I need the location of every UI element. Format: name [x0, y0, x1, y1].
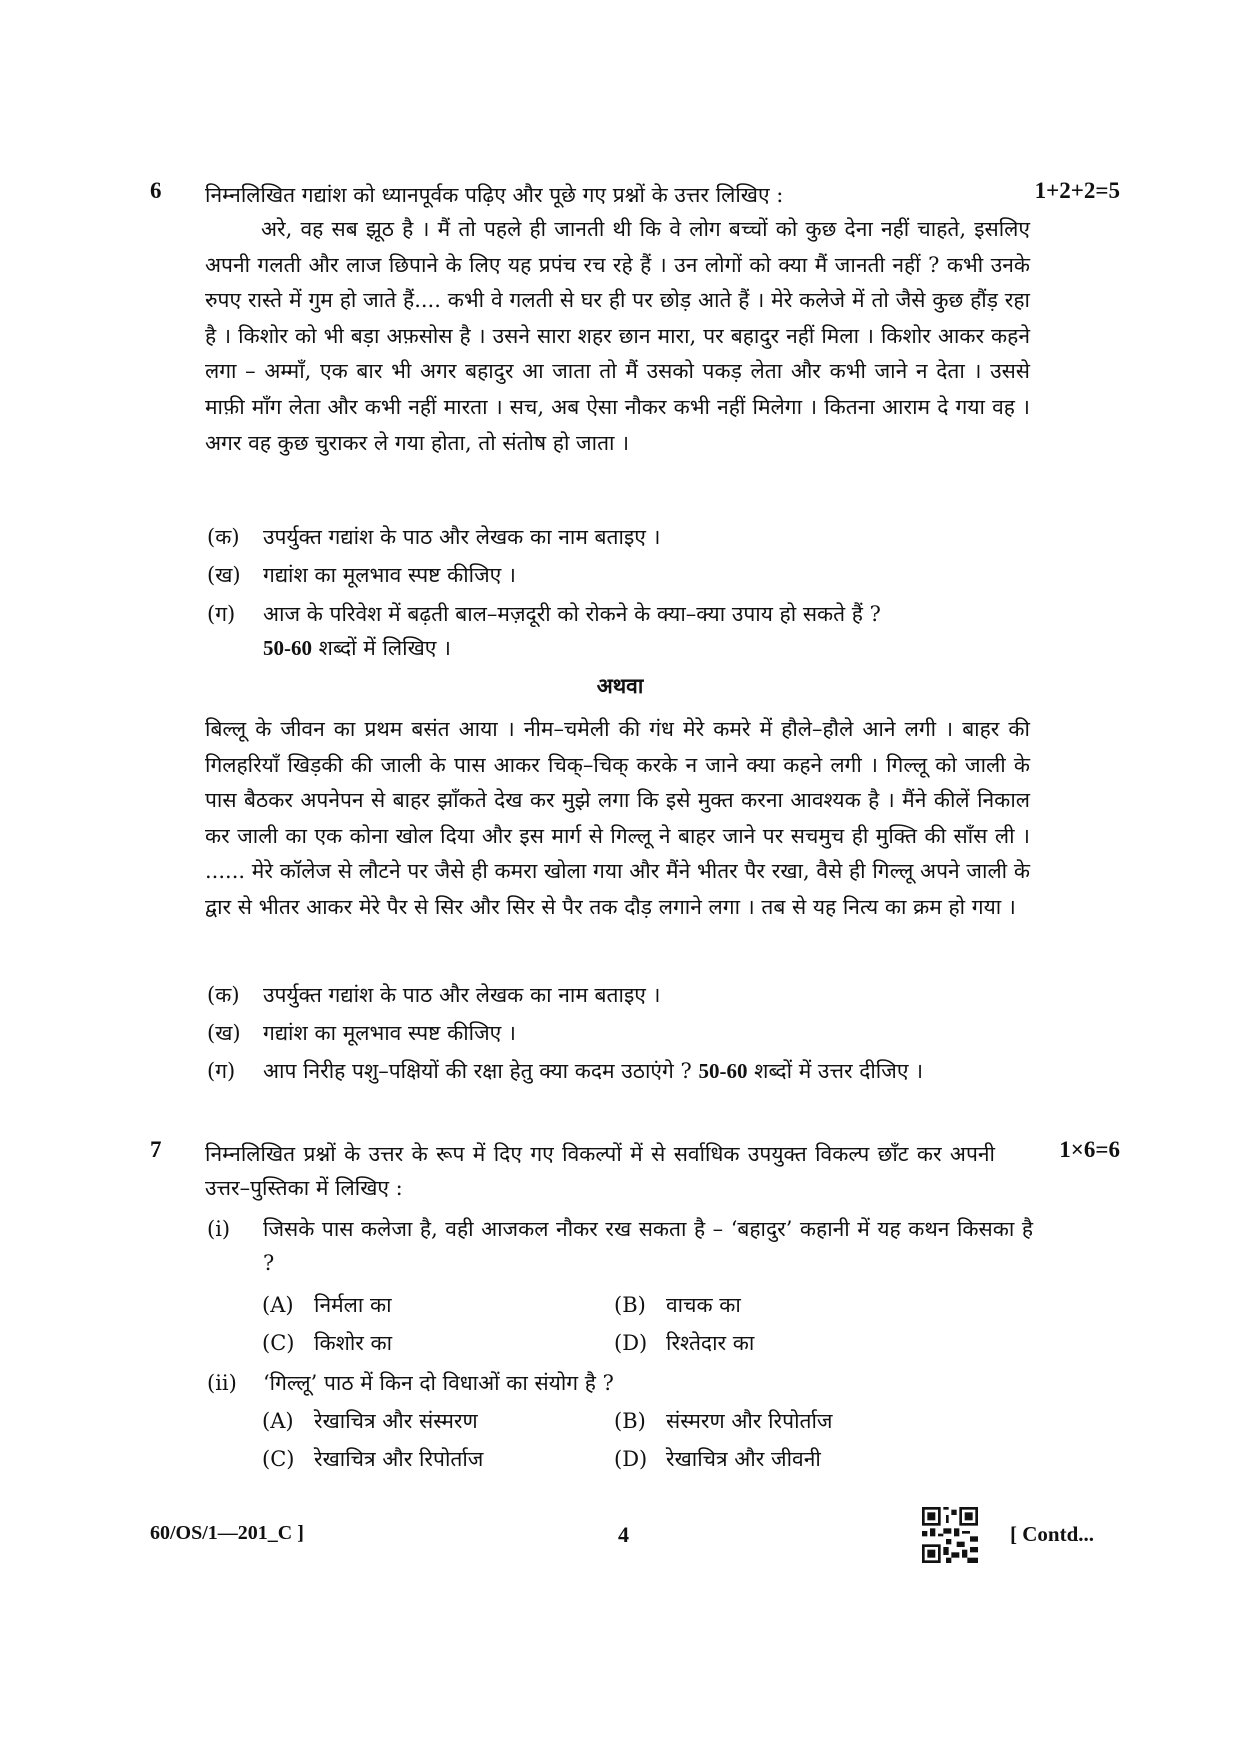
sub-question-label: (क) — [207, 525, 240, 549]
sub-question-label: (ख) — [207, 563, 241, 587]
sub-question-text: गद्यांश का मूलभाव स्पष्ट कीजिए । — [263, 563, 516, 587]
word-limit: 50-60 — [263, 636, 312, 660]
mcq-label: (ii) — [207, 1371, 237, 1395]
question-7-header — [150, 1137, 1120, 1209]
passage-2: बिल्लू के जीवन का प्रथम बसंत आया । नीम–चमेली की गंध मेरे कमरे में हौले–हौले आने लगी । बाहर की गिलहरियाँ खिड़की की जाली के पास आकर चिक्–चिक् करके न जाने क्या कहने लगी । गिल्लू को जाली के पास बैठकर अपनेपन से बाहर झाँकते देख कर मुझे लगा कि इसे मुक्त करना आवश्यक है । मैंने कीलें निकाल कर जाली का एक कोना खोल दिया और इस मार्ग से गिल्लू ने बाहर जाने पर सचमुच ही मुक्ति की साँस ली । ...... मेरे कॉलेज से लौटने पर जैसे ही कमरा खोला गया और मैंने भीतर पैर रखा, वैसे ही गिल्लू अपने जाली के द्वार से भीतर आकर मेरे पैर से सिर और सिर से पैर तक दौड़ लगाने लगा । तब से यह नित्य का क्रम हो गया । — [205, 717, 1030, 919]
option-text: निर्मला का — [314, 1293, 392, 1317]
continued-label: [ Contd... — [1010, 1522, 1095, 1546]
word-limit-tail: शब्दों में उत्तर दीजिए । — [747, 1059, 924, 1083]
passage-1: अरे, वह सब झूठ है । मैं तो पहले ही जानती थी कि वे लोग बच्चों को कुछ देना नहीं चाहते, इसलिए अपनी गलती और लाज छिपाने के लिए यह प्रपंच रच रहे हैं । उन लोगों को क्या मैं जानती नहीं ? कभी उनके रुपए रास्ते में गुम हो जाते हैं.... कभी वे गलती से घर ही पर छोड़ आते हैं । मेरे कलेजे में तो जैसे कुछ हौंड़ रहा है । किशोर को भी बड़ा अफ़सोस है । उसने सारा शहर छान मारा, पर बहादुर नहीं मिला । किशोर आकर कहने लगा – अम्माँ, एक बार भी अगर बहादुर आ जाता तो मैं उसको पकड़ लेता और कभी जाने न देता । उससे माफ़ी माँग लेता और कभी नहीं मारता । सच, अब ऐसा नौकर कभी नहीं मिलेगा । कितना आराम दे गया वह । अगर वह कुछ चुराकर ले गया होता, तो संतोष हो जाता । — [205, 217, 1030, 455]
option-label: (D) — [614, 1331, 648, 1355]
sub-question-text: गद्यांश का मूलभाव स्पष्ट कीजिए । — [263, 1021, 516, 1045]
page-number: 4 — [618, 1522, 629, 1547]
option-c[interactable] — [262, 1442, 483, 1476]
qr-code-icon — [922, 1507, 978, 1563]
paper-code: 60/OS/1—201_C ] — [150, 1522, 304, 1544]
marks: 1+2+2=5 — [1034, 178, 1120, 203]
option-label: (B) — [614, 1293, 646, 1317]
question-number: 7 — [150, 1137, 162, 1162]
option-d[interactable] — [614, 1442, 821, 1476]
word-limit-tail: शब्दों में लिखिए । — [312, 636, 451, 660]
sub-question-text — [263, 597, 1033, 665]
mcq-text: जिसके पास कलेजा है, वही आजकल नौकर रख सकता है – ‘बहादुर’ कहानी में यह कथन किसका है ? — [263, 1217, 1033, 1275]
sub-question-label: (ग) — [207, 602, 236, 626]
sub-question-label: (ख) — [207, 1021, 241, 1045]
sub-question-text — [263, 1054, 1063, 1088]
option-b[interactable] — [614, 1404, 833, 1438]
option-label: (D) — [614, 1447, 648, 1471]
marks: 1×6=6 — [1059, 1137, 1120, 1162]
option-text: रेखाचित्र और जीवनी — [666, 1447, 821, 1471]
sub-question-text: उपर्युक्त गद्यांश के पाठ और लेखक का नाम बताइए । — [263, 983, 661, 1007]
option-a[interactable] — [262, 1288, 392, 1322]
mcq-label: (i) — [207, 1217, 231, 1241]
question-6-header — [150, 178, 1120, 214]
option-label: (A) — [262, 1293, 294, 1317]
option-text: किशोर का — [314, 1331, 393, 1355]
option-d[interactable] — [614, 1326, 754, 1360]
option-label: (C) — [262, 1447, 295, 1471]
option-text: संस्मरण और रिपोर्ताज — [666, 1409, 833, 1433]
mcq-text: ‘गिल्लू’ पाठ में किन दो विधाओं का संयोग है ? — [263, 1371, 614, 1395]
sub-question-label: (क) — [207, 983, 240, 1007]
sub-question-main: आप निरीह पशु–पक्षियों की रक्षा हेतु क्या कदम उठाएंगे ? — [263, 1059, 699, 1083]
option-label: (C) — [262, 1331, 295, 1355]
sub-question-text: उपर्युक्त गद्यांश के पाठ और लेखक का नाम बताइए । — [263, 525, 661, 549]
word-limit: 50-60 — [698, 1059, 748, 1083]
or-separator: अथवा — [596, 673, 644, 698]
option-text: रेखाचित्र और रिपोर्ताज — [314, 1447, 484, 1471]
sub-question-main: आज के परिवेश में बढ़ती बाल–मज़दूरी को रोकने के क्या–क्या उपाय हो सकते हैं ? — [263, 602, 881, 626]
option-label: (B) — [614, 1409, 646, 1433]
option-text: रिश्तेदार का — [666, 1331, 755, 1355]
option-a[interactable] — [262, 1404, 478, 1438]
option-text: वाचक का — [666, 1293, 741, 1317]
option-c[interactable] — [262, 1326, 392, 1360]
sub-question-label: (ग) — [207, 1059, 236, 1083]
option-text: रेखाचित्र और संस्मरण — [314, 1409, 478, 1433]
question-instruction: निम्नलिखित प्रश्नों के उत्तर के रूप में दिए गए विकल्पों में से सर्वाधिक उपयुक्त विकल्प छाँट कर अपनी उत्तर–पुस्तिका में लिखिए : — [205, 1142, 995, 1200]
mcq-options — [262, 1288, 962, 1364]
option-b[interactable] — [614, 1288, 741, 1322]
question-number: 6 — [150, 178, 162, 203]
mcq-options — [262, 1404, 962, 1480]
question-instruction: निम्नलिखित गद्यांश को ध्यानपूर्वक पढ़िए और पूछे गए प्रश्नों के उत्तर लिखिए : — [205, 183, 784, 207]
option-label: (A) — [262, 1409, 294, 1433]
